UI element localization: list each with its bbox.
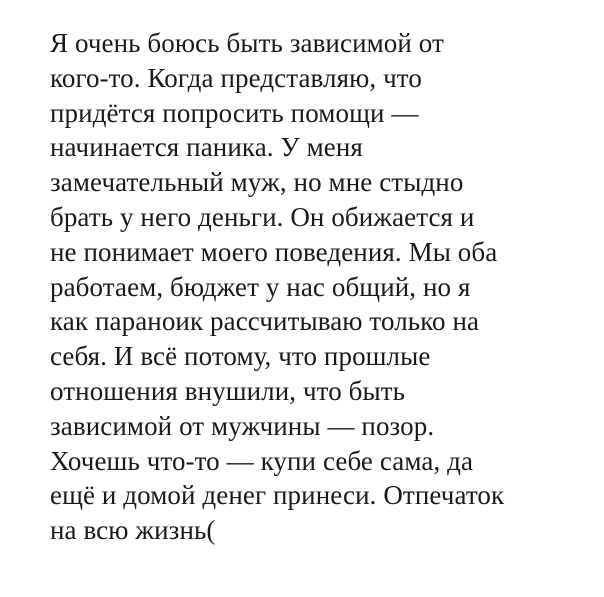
post-text bbox=[50, 26, 570, 548]
text-line: Я очень боюсь быть зависимой от bbox=[50, 28, 444, 58]
text-line: работаем, бюджет у нас общий, но я bbox=[50, 271, 471, 302]
text-line: начинается паника. У меня bbox=[50, 132, 363, 163]
text-line: ещё и домой денег принеси. Отпечаток bbox=[50, 480, 505, 511]
text-line: на всю жизнь( bbox=[50, 515, 216, 546]
text-line: отношения внушили, что быть bbox=[50, 375, 406, 406]
text-line: зависимой от мужчины — позор. bbox=[50, 410, 435, 441]
text-line: Хочешь что-то — купи себе сама, да bbox=[50, 445, 474, 476]
text-line: замечательный муж, но мне стыдно bbox=[50, 167, 464, 198]
text-line: придётся попросить помощи — bbox=[50, 97, 419, 128]
text-line: как параноик рассчитываю только на bbox=[50, 306, 480, 337]
text-line: не понимает моего поведения. Мы оба bbox=[50, 236, 498, 267]
text-line: брать у него деньги. Он обижается и bbox=[50, 201, 475, 232]
text-line: себя. И всё потому, что прошлые bbox=[50, 341, 431, 372]
text-line: кого-то. Когда представляю, что bbox=[50, 62, 422, 93]
